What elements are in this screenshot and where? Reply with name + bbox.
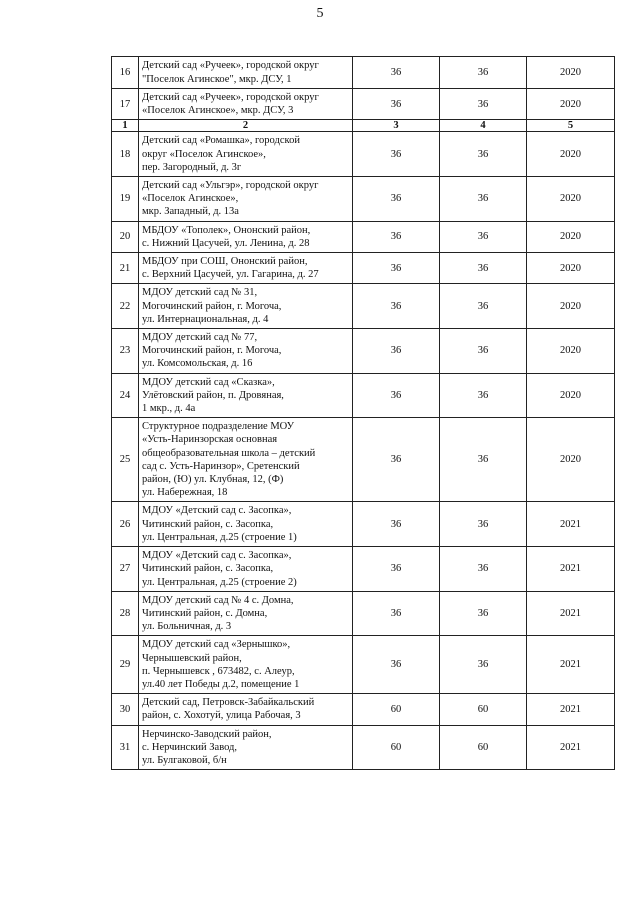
capacity-value: 36 bbox=[353, 502, 440, 547]
facility-name-line: ул. Набережная, 18 bbox=[142, 487, 228, 499]
facility-name bbox=[139, 132, 353, 177]
row-number: 20 bbox=[112, 221, 139, 252]
capacity-value: 60 bbox=[353, 725, 440, 770]
facility-name-line: "Поселок Агинское", мкр. ДСУ, 1 bbox=[142, 73, 292, 85]
year-value: 2021 bbox=[527, 502, 615, 547]
year-value: 2020 bbox=[527, 57, 615, 89]
column-number-cell: 1 bbox=[112, 120, 139, 132]
facility-name-line: п. Чернышевск , 673482, с. Алеур, bbox=[142, 665, 295, 677]
capacity-value: 36 bbox=[353, 253, 440, 284]
row-number: 22 bbox=[112, 284, 139, 329]
facility-name-line: МБДОУ «Тополек», Ононский район, bbox=[142, 224, 311, 236]
facility-name-line: Читинский район, с. Засопка, bbox=[142, 518, 274, 530]
facility-name-line: ул. Центральная, д.25 (строение 1) bbox=[142, 531, 297, 543]
capacity-value: 36 bbox=[353, 221, 440, 252]
year-value: 2020 bbox=[527, 418, 615, 502]
table-row bbox=[112, 418, 615, 502]
capacity-value-2: 36 bbox=[440, 418, 527, 502]
capacity-value: 36 bbox=[353, 284, 440, 329]
capacity-value-2: 36 bbox=[440, 253, 527, 284]
facility-name-line: МДОУ детский сад № 77, bbox=[142, 332, 258, 344]
row-number: 19 bbox=[112, 177, 139, 222]
facility-name-line: 1 мкр., д. 4а bbox=[142, 403, 196, 415]
table-row bbox=[112, 636, 615, 694]
facility-name-line: ул.40 лет Победы д.2, помещение 1 bbox=[142, 678, 300, 690]
capacity-value-2: 36 bbox=[440, 57, 527, 89]
facility-name bbox=[139, 57, 353, 89]
capacity-value-2: 36 bbox=[440, 89, 527, 120]
year-value: 2020 bbox=[527, 89, 615, 120]
kindergarten-table bbox=[111, 56, 615, 770]
facility-name-line: Детский сад «Ручеек», городской округ bbox=[142, 92, 319, 103]
capacity-value-2: 60 bbox=[440, 725, 527, 770]
table-row bbox=[112, 694, 615, 725]
facility-name bbox=[139, 694, 353, 725]
table-row bbox=[112, 177, 615, 222]
facility-name-line: с. Нижний Цасучей, ул. Ленина, д. 28 bbox=[142, 237, 310, 249]
table-row bbox=[112, 373, 615, 418]
capacity-value: 36 bbox=[353, 418, 440, 502]
facility-name-line: ул. Больничная, д. 3 bbox=[142, 621, 232, 633]
table-row bbox=[112, 547, 615, 592]
table-row bbox=[112, 725, 615, 770]
facility-name-line: МДОУ детский сад № 31, bbox=[142, 287, 258, 299]
year-value: 2021 bbox=[527, 591, 615, 636]
table-row bbox=[112, 502, 615, 547]
facility-name-line: «Поселок Агинское», bbox=[142, 193, 239, 205]
table-row bbox=[112, 132, 615, 177]
year-value: 2021 bbox=[527, 547, 615, 592]
facility-name-line: общеобразовательная школа – детский bbox=[142, 447, 316, 459]
capacity-value-2: 36 bbox=[440, 284, 527, 329]
row-number: 29 bbox=[112, 636, 139, 694]
column-number-cell: 5 bbox=[527, 120, 615, 132]
year-value: 2020 bbox=[527, 177, 615, 222]
capacity-value-2: 36 bbox=[440, 547, 527, 592]
table-row bbox=[112, 221, 615, 252]
facility-name-line: сад с. Усть-Наринзор», Сретенский bbox=[142, 460, 300, 472]
facility-name bbox=[139, 329, 353, 374]
facility-name-line: МДОУ детский сад «Зернышко», bbox=[142, 639, 291, 651]
facility-name bbox=[139, 177, 353, 222]
facility-name bbox=[139, 502, 353, 547]
year-value: 2020 bbox=[527, 284, 615, 329]
facility-name-line: Структурное подразделение МОУ bbox=[142, 421, 295, 433]
facility-name-line: Читинский район, с. Домна, bbox=[142, 607, 268, 619]
facility-name bbox=[139, 725, 353, 770]
facility-name bbox=[139, 253, 353, 284]
facility-name-line: МБДОУ при СОШ, Ононский район, bbox=[142, 256, 308, 268]
year-value: 2020 bbox=[527, 132, 615, 177]
capacity-value-2: 36 bbox=[440, 502, 527, 547]
facility-name-line: мкр. Западный, д. 13а bbox=[142, 206, 239, 218]
capacity-value: 36 bbox=[353, 636, 440, 694]
facility-name-line: МДОУ детский сад «Сказка», bbox=[142, 376, 275, 388]
year-value: 2021 bbox=[527, 694, 615, 725]
row-number: 30 bbox=[112, 694, 139, 725]
capacity-value-2: 36 bbox=[440, 221, 527, 252]
table-row bbox=[112, 57, 615, 89]
capacity-value: 36 bbox=[353, 89, 440, 120]
row-number: 21 bbox=[112, 253, 139, 284]
capacity-value-2: 36 bbox=[440, 591, 527, 636]
facility-name bbox=[139, 636, 353, 694]
capacity-value-2: 36 bbox=[440, 329, 527, 374]
facility-name bbox=[139, 591, 353, 636]
facility-name-line: Чернышевский район, bbox=[142, 652, 242, 664]
column-number-row bbox=[112, 120, 615, 132]
table-row bbox=[112, 591, 615, 636]
row-number: 16 bbox=[112, 57, 139, 89]
table-row bbox=[112, 253, 615, 284]
row-number: 27 bbox=[112, 547, 139, 592]
row-number: 25 bbox=[112, 418, 139, 502]
capacity-value: 36 bbox=[353, 177, 440, 222]
row-number: 23 bbox=[112, 329, 139, 374]
column-number-cell: 3 bbox=[353, 120, 440, 132]
row-number: 31 bbox=[112, 725, 139, 770]
capacity-value: 60 bbox=[353, 694, 440, 725]
facility-name-line: МДОУ «Детский сад с. Засопка», bbox=[142, 505, 292, 517]
facility-name-line: МДОУ «Детский сад с. Засопка», bbox=[142, 550, 292, 562]
facility-name bbox=[139, 284, 353, 329]
facility-name-line: Детский сад «Ульгэр», городской округ bbox=[142, 180, 319, 192]
facility-name-line: пер. Загородный, д. 3г bbox=[142, 161, 242, 173]
column-number-cell: 4 bbox=[440, 120, 527, 132]
year-value: 2020 bbox=[527, 373, 615, 418]
capacity-value-2: 36 bbox=[440, 636, 527, 694]
facility-name-line: «Усть-Наринзорская основная bbox=[142, 434, 278, 446]
year-value: 2021 bbox=[527, 636, 615, 694]
facility-name-line: район, (Ю) ул. Клубная, 12, (Ф) bbox=[142, 474, 284, 486]
facility-name-line: Могочинский район, г. Могоча, bbox=[142, 300, 282, 312]
capacity-value-2: 36 bbox=[440, 177, 527, 222]
facility-name-line: Нерчинско-Заводский район, bbox=[142, 728, 272, 740]
capacity-value: 36 bbox=[353, 132, 440, 177]
capacity-value-2: 36 bbox=[440, 373, 527, 418]
facility-name-line: Читинский район, с. Засопка, bbox=[142, 563, 274, 575]
facility-name-line: ул. Интернациональная, д. 4 bbox=[142, 313, 269, 325]
row-number: 28 bbox=[112, 591, 139, 636]
facility-name-line: «Поселок Агинское», мкр. ДСУ, 3 bbox=[142, 105, 294, 117]
capacity-value: 36 bbox=[353, 547, 440, 592]
table-row bbox=[112, 329, 615, 374]
facility-name-line: с. Верхний Цасучей, ул. Гагарина, д. 27 bbox=[142, 269, 319, 281]
year-value: 2020 bbox=[527, 253, 615, 284]
year-value: 2020 bbox=[527, 221, 615, 252]
facility-name-line: Улётовский район, п. Дровяная, bbox=[142, 389, 284, 401]
facility-name-line: округ «Поселок Агинское», bbox=[142, 148, 266, 160]
table-row bbox=[112, 89, 615, 120]
facility-name bbox=[139, 373, 353, 418]
facility-name-line: Могочинский район, г. Могоча, bbox=[142, 345, 282, 357]
facility-name-line: ул. Центральная, д.25 (строение 2) bbox=[142, 576, 297, 588]
facility-name bbox=[139, 89, 353, 120]
year-value: 2020 bbox=[527, 329, 615, 374]
capacity-value-2: 60 bbox=[440, 694, 527, 725]
capacity-value: 36 bbox=[353, 373, 440, 418]
facility-name-line: Детский сад «Ручеек», городской округ bbox=[142, 60, 319, 72]
facility-name-line: МДОУ детский сад № 4 с. Домна, bbox=[142, 594, 294, 606]
year-value: 2021 bbox=[527, 725, 615, 770]
facility-name-line: Детский сад «Ромашка», городской bbox=[142, 135, 300, 147]
facility-name-line: ул. Комсомольская, д. 16 bbox=[142, 358, 253, 370]
facility-name-line: район, с. Хохотуй, улица Рабочая, 3 bbox=[142, 710, 301, 722]
facility-name bbox=[139, 418, 353, 502]
row-number: 26 bbox=[112, 502, 139, 547]
row-number: 24 bbox=[112, 373, 139, 418]
capacity-value-2: 36 bbox=[440, 132, 527, 177]
facility-name-line: ул. Булгаковой, б/н bbox=[142, 754, 227, 766]
table-row bbox=[112, 284, 615, 329]
facility-name-line: с. Нерчинский Завод, bbox=[142, 741, 238, 753]
facility-name bbox=[139, 547, 353, 592]
row-number: 18 bbox=[112, 132, 139, 177]
column-number-cell: 2 bbox=[139, 120, 353, 132]
capacity-value: 36 bbox=[353, 329, 440, 374]
facility-name-line: Детский сад, Петровск-Забайкальский bbox=[142, 697, 315, 709]
capacity-value: 36 bbox=[353, 57, 440, 89]
capacity-value: 36 bbox=[353, 591, 440, 636]
row-number: 17 bbox=[112, 89, 139, 120]
page-number: 5 bbox=[316, 6, 324, 21]
facility-name bbox=[139, 221, 353, 252]
